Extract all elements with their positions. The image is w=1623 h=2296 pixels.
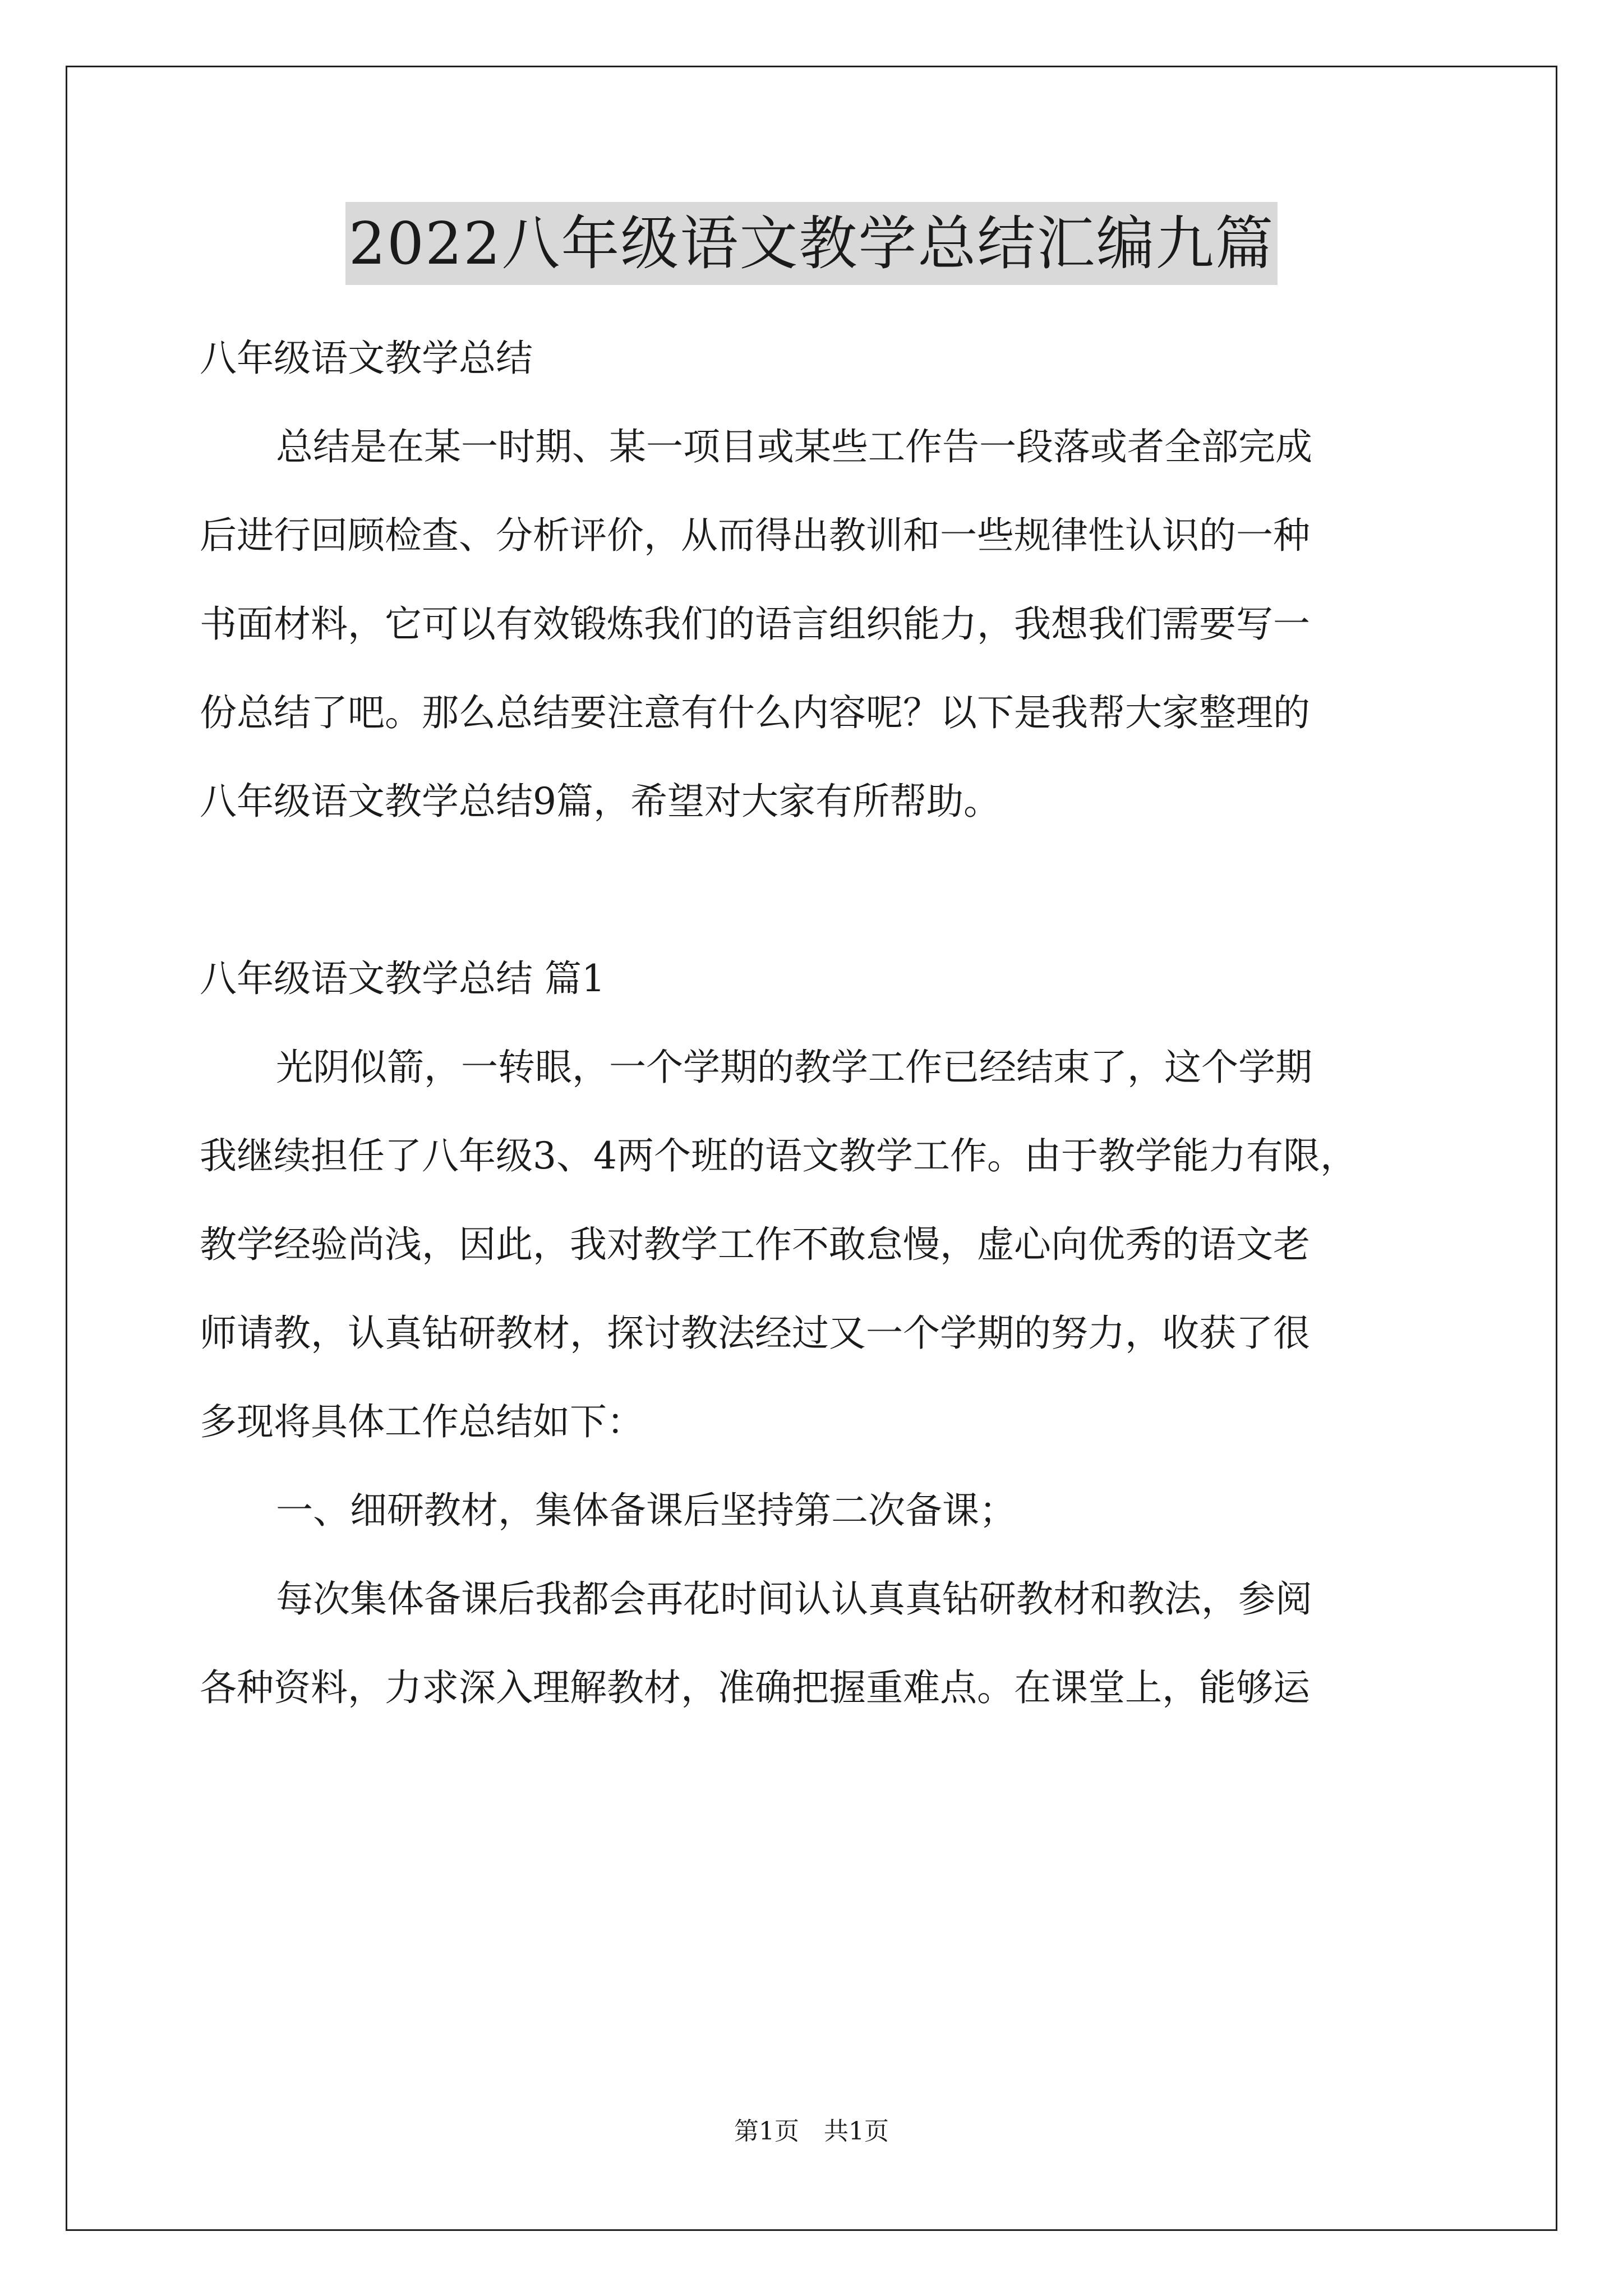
document-body <box>200 314 1439 1732</box>
heading-intro: 八年级语文教学总结 <box>200 337 533 380</box>
paragraph-line: 书面材料，它可以有效锻炼我们的语言组织能力，我想我们需要写一 <box>200 602 1310 646</box>
document-title: 2022八年级语文教学总结汇编九篇 <box>345 202 1278 285</box>
blank-line <box>200 846 1439 935</box>
paragraph-line: 我继续担任了八年级3、4两个班的语文教学工作。由于教学能力有限， <box>200 1134 1357 1177</box>
paragraph-line: 份总结了吧。那么总结要注意有什么内容呢？以下是我帮大家整理的 <box>200 691 1310 734</box>
paragraph-line: 八年级语文教学总结9篇，希望对大家有所帮助。 <box>200 780 1000 823</box>
paragraph-line: 总结是在某一时期、某一项目或某些工作告一段落或者全部完成 <box>276 425 1312 468</box>
paragraph-line: 师请教，认真钻研教材，探讨教法经过又一个学期的努力，收获了很 <box>200 1312 1310 1355</box>
paragraph-line: 后进行回顾检查、分析评价，从而得出教训和一些规律性认识的一种 <box>200 514 1310 557</box>
paragraph-line: 多现将具体工作总结如下： <box>200 1400 644 1443</box>
section-heading: 八年级语文教学总结 篇1 <box>200 957 605 1000</box>
subheading-line: 一、细研教材，集体备课后坚持第二次备课； <box>276 1489 1016 1532</box>
paragraph-line: 教学经验尚浅，因此，我对教学工作不敢怠慢，虚心向优秀的语文老 <box>200 1223 1310 1266</box>
paragraph-line: 光阴似箭，一转眼，一个学期的教学工作已经结束了，这个学期 <box>276 1046 1312 1089</box>
title-container <box>0 202 1623 285</box>
paragraph-line: 各种资料，力求深入理解教材，准确把握重难点。在课堂上，能够运 <box>200 1666 1310 1709</box>
paragraph-line: 每次集体备课后我都会再花时间认认真真钻研教材和教法，参阅 <box>276 1577 1312 1621</box>
page-footer: 第1页 共1页 <box>734 2117 889 2146</box>
